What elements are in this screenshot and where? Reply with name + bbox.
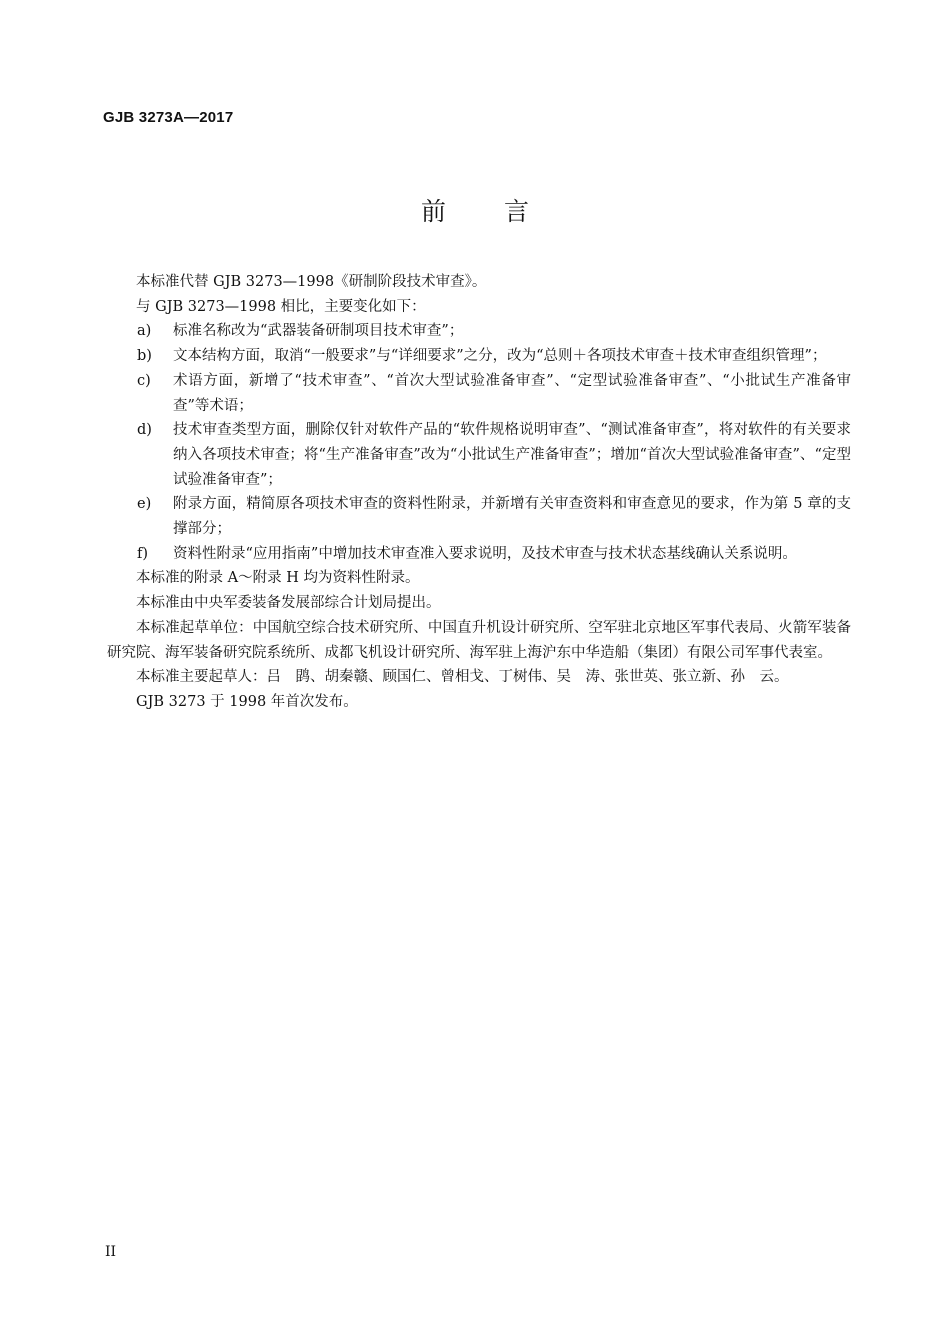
list-item-text: 术语方面，新增了“技术审查”、“首次大型试验准备审查”、“定型试验准备审查”、“小批试生产准备审查”等术语； — [173, 372, 851, 414]
paragraph-drafters: 本标准主要起草人：吕 鹍、胡秦赣、顾国仁、曾相戈、丁树伟、吴 涛、张世英、张立新、孙 云。 — [136, 669, 789, 686]
list-item — [107, 344, 851, 369]
paragraph-proposer: 本标准由中央军委装备发展部综合计划局提出。 — [136, 595, 441, 612]
list-item — [107, 418, 851, 492]
list-item-text: 资料性附录“应用指南”中增加技术审查准入要求说明，及技术审查与技术状态基线确认关系说明。 — [173, 545, 797, 562]
list-item-marker: e) — [137, 496, 152, 513]
foreword-body — [107, 270, 851, 715]
paragraph-appendices: 本标准的附录 A～附录 H 均为资料性附录。 — [136, 570, 420, 587]
paragraph-first-release: GJB 3273 于 1998 年首次发布。 — [136, 693, 358, 710]
document-code: GJB 3273A—2017 — [103, 109, 234, 126]
list-item-text: 技术审查类型方面，删除仅针对软件产品的“软件规格说明审查”、“测试准备审查”，将对软件的有关要求纳入各项技术审查；将“生产准备审查”改为“小批试生产准备审查”；增加“首次大型试验准备审查”、“定型试验准备审查”； — [173, 422, 851, 488]
list-item-text: 标准名称改为“武器装备研制项目技术审查”； — [173, 323, 464, 340]
list-item-marker: c) — [137, 372, 151, 389]
list-item — [107, 319, 851, 344]
paragraph-replaces: 本标准代替 GJB 3273—1998《研制阶段技术审查》。 — [136, 274, 487, 290]
page-title: 前言 — [420, 197, 587, 226]
list-item-marker: d) — [137, 422, 152, 439]
list-item-marker: a) — [137, 323, 152, 340]
paragraph-changes-intro: 与 GJB 3273—1998 相比，主要变化如下： — [136, 298, 426, 315]
list-item-marker: b) — [137, 348, 152, 365]
list-item-text: 文本结构方面，取消“一般要求”与“详细要求”之分，改为“总则＋各项技术审查＋技术审查组织管理”； — [173, 348, 827, 365]
paragraph-drafting-units: 本标准起草单位：中国航空综合技术研究所、中国直升机设计研究所、空军驻北京地区军事代表局、火箭军装备研究院、海军装备研究院系统所、成都飞机设计研究所、海军驻上海沪东中华造船（集团）有限公司军事代表室。 — [107, 619, 851, 661]
list-item — [107, 369, 851, 418]
list-item — [107, 492, 851, 541]
list-item — [107, 542, 851, 567]
list-item-text: 附录方面，精简原各项技术审查的资料性附录，并新增有关审查资料和审查意见的要求，作为第 5 章的支撑部分； — [173, 496, 851, 538]
list-item-marker: f) — [137, 545, 149, 562]
page-number: II — [105, 1244, 117, 1260]
